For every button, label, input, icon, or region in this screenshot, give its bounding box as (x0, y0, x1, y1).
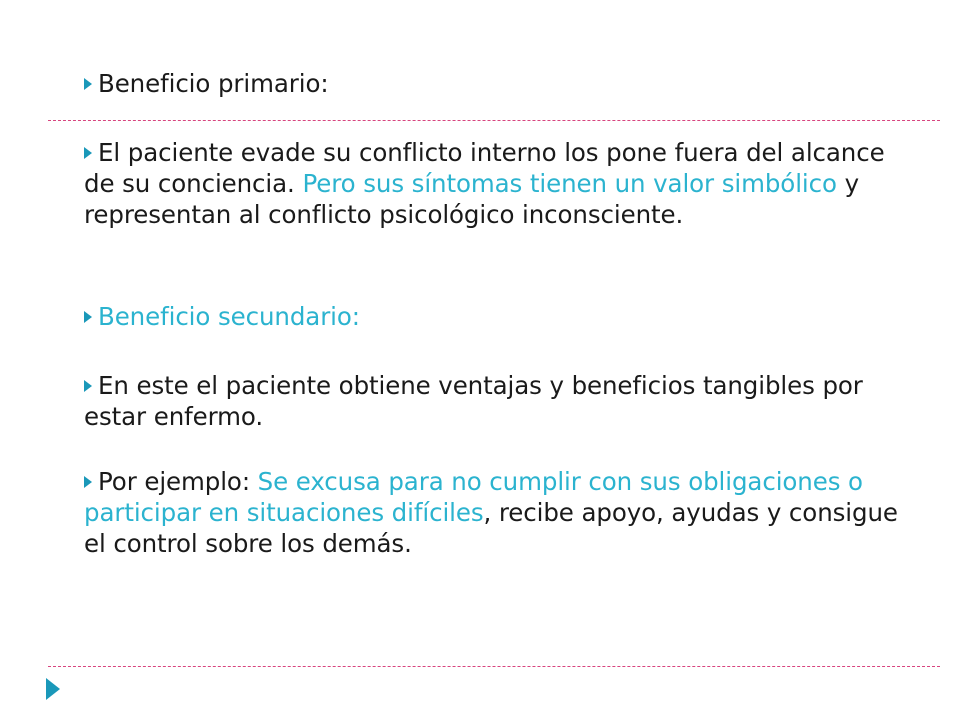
text-run: y representan al conflicto psicológico inconsciente. (84, 169, 859, 229)
bottom-divider (48, 666, 940, 667)
text-run: El paciente evade su conflicto interno los pone fuera del alcance de su conciencia. (84, 138, 885, 198)
highlighted-text-run: Beneficio secundario: (98, 302, 360, 331)
highlighted-text-run: Se excusa para no cumplir con sus obligaciones o participar en situaciones difíciles (84, 467, 863, 527)
text-run: , recibe apoyo, ayudas y consigue el control sobre los demás. (84, 498, 898, 558)
highlighted-text-run: Pero sus síntomas tienen un valor simbólico (302, 169, 837, 198)
bullet-arrow-icon (84, 380, 92, 392)
bullet-item-por-ejemplo (84, 466, 904, 559)
slide-corner-arrow-icon (46, 678, 60, 700)
text-run: Por ejemplo: (98, 467, 258, 496)
bullet-arrow-icon (84, 147, 92, 159)
text-run: En este el paciente obtiene ventajas y beneficios tangibles por estar enfermo. (84, 371, 863, 431)
bullet-item-paciente-evade (84, 137, 904, 230)
bullet-item-beneficio-secundario (84, 301, 904, 332)
text-run: Beneficio primario: (98, 69, 329, 98)
bullet-item-beneficio-primario (84, 68, 904, 99)
bullet-arrow-icon (84, 78, 92, 90)
bullet-item-ventajas (84, 370, 904, 432)
bullet-arrow-icon (84, 311, 92, 323)
bullet-arrow-icon (84, 476, 92, 488)
top-divider (48, 120, 940, 121)
